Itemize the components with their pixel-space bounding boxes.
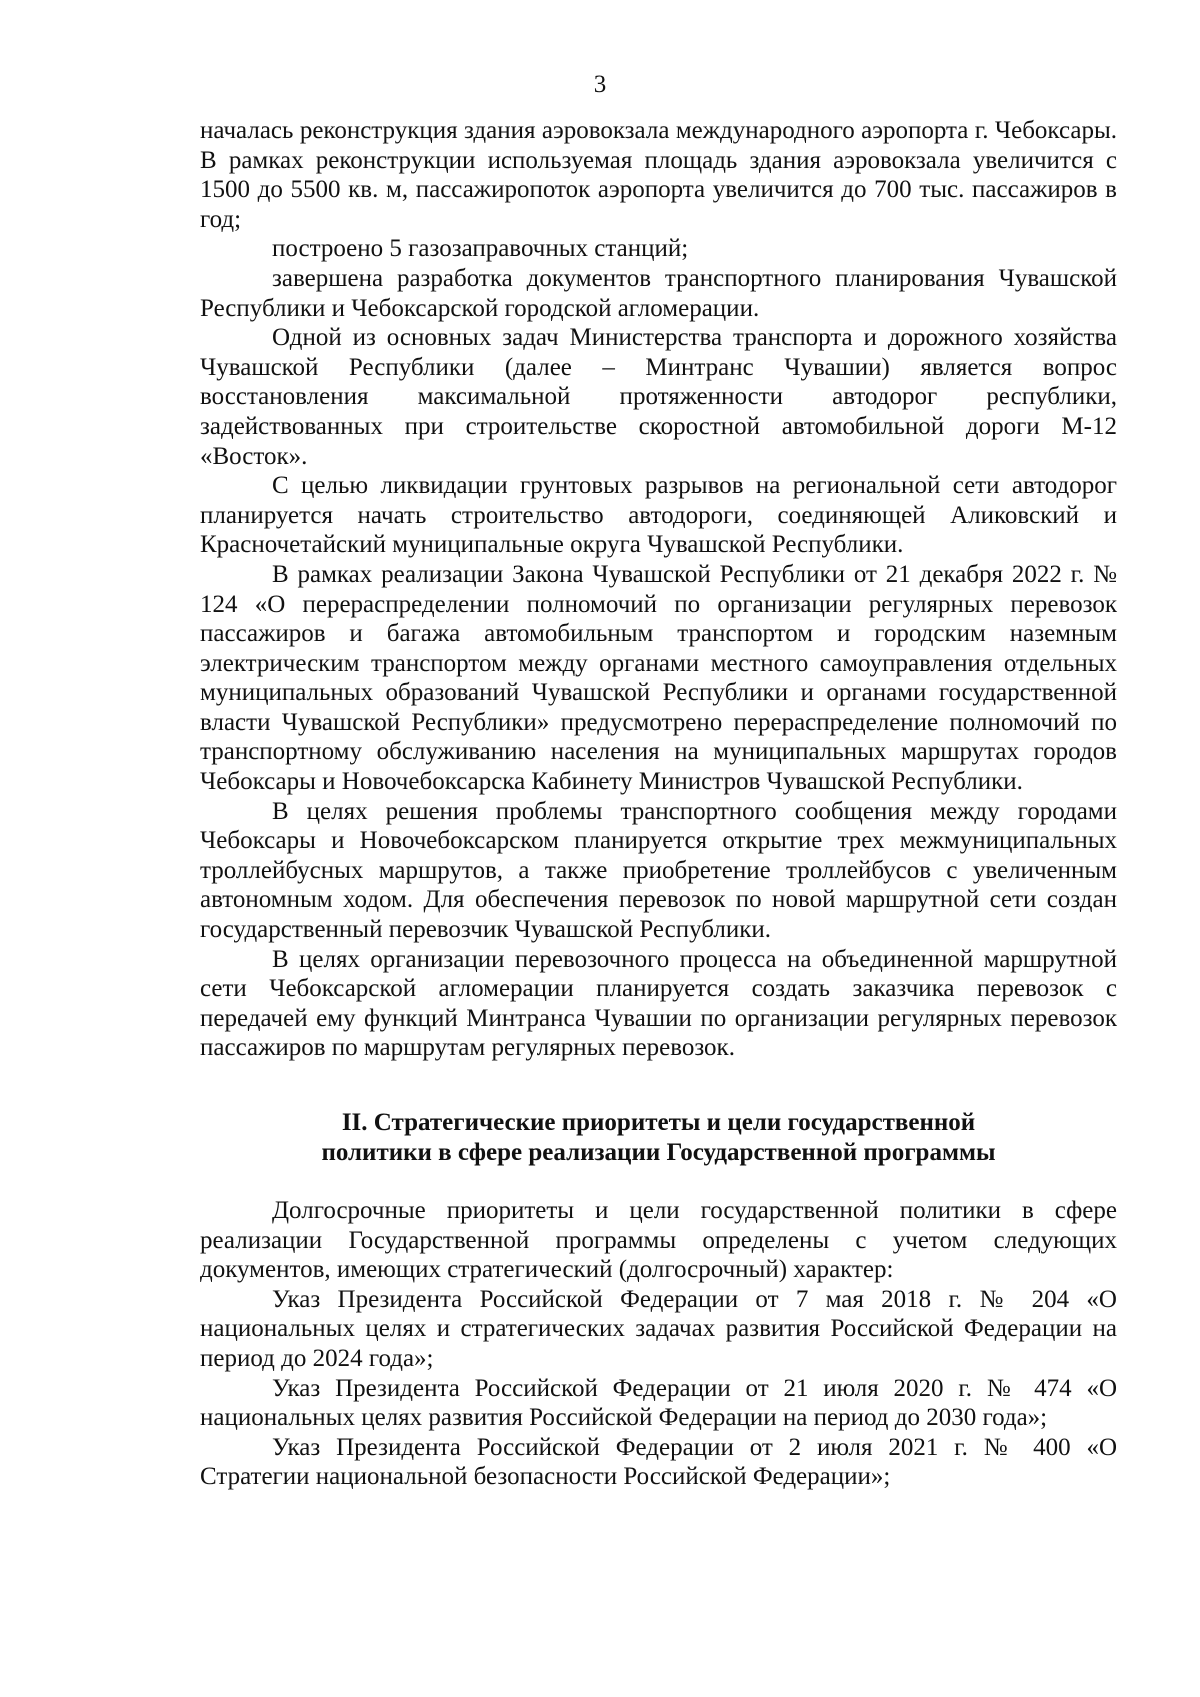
paragraph: началась реконструкция здания аэровокзала международного аэропорта г. Чебоксары. В рамках реконструкции используемая площадь здания аэровокзала увеличится с 1500 до 5500 кв. м, пассажиропоток аэропорта увеличится до 700 тыс. пассажиров в год; xyxy=(200,117,1117,233)
section-heading-line-2: политики в сфере реализации Государственной программы xyxy=(321,1139,996,1166)
paragraph: Указ Президента Российской Федерации от 21 июля 2020 г. № 474 «О национальных целях развития Российской Федерации на период до 2030 года»; xyxy=(200,1374,1117,1432)
text-block-after-heading xyxy=(200,1196,1117,1492)
paragraph: Указ Президента Российской Федерации от 7 мая 2018 г. № 204 «О национальных целях и стратегических задачах развития Российской Федерации на период до 2024 года»; xyxy=(200,1285,1117,1372)
paragraph: Указ Президента Российской Федерации от 2 июля 2021 г. № 400 «О Стратегии национальной безопасности Российской Федерации»; xyxy=(200,1433,1117,1491)
text-block-before-heading xyxy=(200,116,1117,1063)
paragraph: В целях решения проблемы транспортного сообщения между городами Чебоксары и Новочебоксарском планируется открытие трех межмуниципальных троллейбусных маршрутов, а также приобретение троллейбусов с увеличенным автономным ходом. Для обеспечения перевозок по новой маршрутной сети создан государственный перевозчик Чувашской Республики. xyxy=(200,797,1117,944)
paragraph: Одной из основных задач Министерства транспорта и дорожного хозяйства Чувашской Республики (далее – Минтранс Чувашии) является вопрос восстановления максимальной протяженности автодорог республики, задействованных при строительстве скоростной автомобильной дороги М-12 «Восток». xyxy=(200,324,1117,470)
paragraph: С целью ликвидации грунтовых разрывов на региональной сети автодорог планируется начать строительство автодороги, соединяющей Аликовский и Красночетайский муниципальные округа Чувашской Республики. xyxy=(200,472,1117,559)
paragraph: завершена разработка документов транспортного планирования Чувашской Республики и Чебоксарской городской агломерации. xyxy=(200,264,1117,322)
paragraph: построено 5 газозаправочных станций; xyxy=(272,235,689,263)
paragraph: В целях организации перевозочного процесса на объединенной маршрутной сети Чебоксарской агломерации планируется создать заказчика перевозок с передачей ему функций Минтранса Чувашии по организации регулярных перевозок пассажиров по маршрутам регулярных перевозок. xyxy=(200,945,1117,1062)
section-heading xyxy=(200,1108,1117,1168)
paragraph: Долгосрочные приоритеты и цели государственной политики в сфере реализации Государственной программы определены с учетом следующих документов, имеющих стратегический (долгосрочный) характер: xyxy=(200,1197,1117,1284)
page-number: 3 xyxy=(593,71,607,98)
paragraph: В рамках реализации Закона Чувашской Республики от 21 декабря 2022 г. № 124 «О перераспределении полномочий по организации регулярных перевозок пассажиров и багажа автомобильным транспортом и городским наземным электрическим транспортом между органами местного самоуправления отдельных муниципальных образований Чувашской Республики и органами государственной власти Чувашской Республики» предусмотрено перераспределение полномочий по транспортному обслуживанию населения на муниципальных маршрутах городов Чебоксары и Новочебоксарска Кабинету Министров Чувашской Республики. xyxy=(200,560,1117,796)
section-heading-line-1: II. Стратегические приоритеты и цели государственной xyxy=(341,1109,976,1136)
